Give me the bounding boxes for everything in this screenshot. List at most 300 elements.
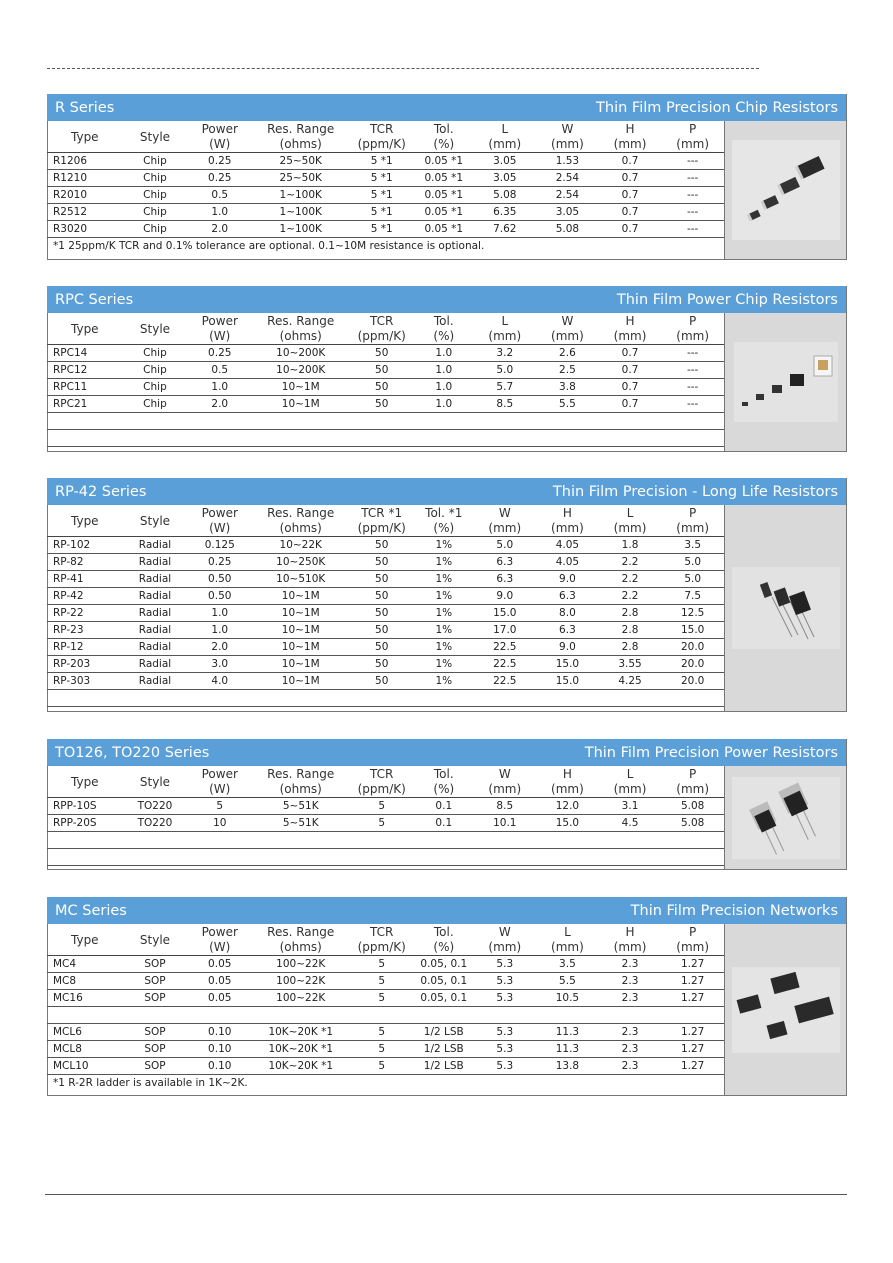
column-header-unit: (mm): [488, 329, 522, 343]
blank-cell: [47, 430, 724, 447]
table-cell: 11.3: [536, 1024, 599, 1041]
table-cell: 20.0: [661, 639, 724, 656]
section-header: [47, 94, 846, 121]
table-cell: 0.05 *1: [414, 221, 473, 238]
table-row: [47, 639, 724, 656]
product-photo: [724, 766, 846, 869]
table-cell: 0.05 *1: [414, 204, 473, 221]
column-header: [123, 121, 188, 153]
table-cell: 2.3: [599, 1041, 662, 1058]
table-cell: 4.05: [536, 554, 599, 571]
column-header-label: H: [625, 122, 635, 136]
blank-row: [47, 849, 724, 866]
column-header-unit: (ohms): [279, 521, 322, 535]
spec-table: [47, 505, 724, 707]
table-cell: 3.0: [187, 656, 252, 673]
product-photo: [724, 313, 846, 451]
table-cell: Radial: [123, 656, 188, 673]
table-cell: 0.10: [187, 1024, 252, 1041]
table-cell: 2.0: [187, 639, 252, 656]
table-cell: 4.0: [187, 673, 252, 690]
blank-cell: [47, 413, 724, 430]
table-cell: 4.05: [536, 537, 599, 554]
column-header-label: Power: [201, 122, 238, 136]
column-header: [187, 505, 252, 537]
table-cell: R1206: [47, 153, 123, 170]
table-cell: 1%: [414, 622, 473, 639]
table-cell: 7.62: [473, 221, 536, 238]
table-cell: Chip: [123, 170, 188, 187]
table-row: [47, 956, 724, 973]
table-cell: Radial: [123, 554, 188, 571]
column-header: [47, 505, 123, 537]
column-header-unit: (mm): [488, 782, 522, 796]
column-header: [599, 505, 662, 537]
column-header-label: L: [626, 506, 634, 520]
column-header: [187, 766, 252, 798]
column-header: [599, 313, 662, 345]
table-cell: 1.27: [661, 990, 724, 1007]
table-cell: Radial: [123, 605, 188, 622]
table-cell: 13.8: [536, 1058, 599, 1075]
column-header-label: H: [562, 506, 572, 520]
column-header-label: Tol.: [433, 925, 454, 939]
header-row: [47, 924, 724, 956]
table-cell: 1.53: [536, 153, 599, 170]
table-cell: RPP-10S: [47, 798, 123, 815]
column-header-unit: (mm): [551, 137, 584, 151]
table: [47, 505, 724, 707]
column-header: [536, 313, 599, 345]
table-row: [47, 673, 724, 690]
table-cell: 5.08: [661, 798, 724, 815]
column-header-label: Res. Range: [267, 925, 335, 939]
column-header-label: Style: [139, 322, 171, 336]
column-header-label: Style: [139, 514, 171, 528]
table-cell: 0.7: [599, 379, 662, 396]
table-cell: SOP: [123, 956, 188, 973]
blank-row: [47, 430, 724, 447]
table-cell: 25~50K: [252, 170, 349, 187]
table-cell: 5: [187, 798, 252, 815]
table-cell: 15.0: [536, 815, 599, 832]
column-header-unit: (ppm/K): [357, 137, 406, 151]
table-cell: Chip: [123, 221, 188, 238]
column-header-label: Type: [71, 130, 99, 144]
table-cell: 2.3: [599, 973, 662, 990]
column-header: [252, 121, 349, 153]
header-row: [47, 505, 724, 537]
table-cell: 3.5: [536, 956, 599, 973]
column-header-unit: (ohms): [279, 940, 322, 954]
table-cell: 5.0: [473, 362, 536, 379]
table-cell: RP-12: [47, 639, 123, 656]
table-cell: 5.0: [661, 554, 724, 571]
column-header-unit: (ohms): [279, 137, 322, 151]
table-cell: 2.5: [536, 362, 599, 379]
table-cell: 6.3: [473, 554, 536, 571]
column-header-label: TCR *1: [361, 506, 403, 520]
column-header-unit: (ppm/K): [357, 521, 406, 535]
table-cell: MC8: [47, 973, 123, 990]
table-cell: 10~510K: [252, 571, 349, 588]
column-header-unit: (ppm/K): [357, 329, 406, 343]
table-cell: MC4: [47, 956, 123, 973]
table-cell: 50: [349, 362, 414, 379]
column-header-label: P: [689, 925, 697, 939]
table-cell: RP-42: [47, 588, 123, 605]
column-header: [123, 505, 188, 537]
table-cell: RPC21: [47, 396, 123, 413]
table-cell: 15.0: [536, 673, 599, 690]
table-cell: 0.05 *1: [414, 187, 473, 204]
table-cell: 1.0: [187, 622, 252, 639]
column-header-label: Tol. *1: [425, 506, 463, 520]
table-cell: 8.0: [536, 605, 599, 622]
table-cell: 6.35: [473, 204, 536, 221]
table-row: [47, 345, 724, 362]
table-cell: 5.0: [661, 571, 724, 588]
table-cell: 10~1M: [252, 673, 349, 690]
table-cell: 2.54: [536, 170, 599, 187]
column-header-unit: (%): [433, 782, 455, 796]
column-header-label: P: [689, 122, 697, 136]
table-cell: 0.25: [187, 170, 252, 187]
table-cell: 2.2: [599, 571, 662, 588]
column-header-unit: (%): [433, 521, 455, 535]
column-header-unit: (mm): [676, 521, 710, 535]
table-cell: 0.10: [187, 1058, 252, 1075]
series-subtitle: Thin Film Precision Chip Resistors: [596, 99, 838, 116]
column-header-label: TCR: [370, 314, 394, 328]
column-header-label: Res. Range: [267, 767, 335, 781]
column-header-label: L: [564, 925, 571, 939]
table-row: [47, 221, 724, 238]
column-header: [599, 121, 662, 153]
table-cell: 11.3: [536, 1041, 599, 1058]
table-cell: 50: [349, 554, 414, 571]
column-header-label: Tol.: [433, 122, 454, 136]
top-dashed-rule: [47, 68, 759, 69]
column-header: [349, 505, 414, 537]
table-cell: 10~22K: [252, 537, 349, 554]
column-header-label: Tol.: [433, 314, 454, 328]
to220-series-section: [47, 739, 847, 870]
column-header-label: W: [498, 767, 511, 781]
column-header-unit: (mm): [488, 940, 522, 954]
table-cell: ---: [661, 170, 724, 187]
table-cell: MCL8: [47, 1041, 123, 1058]
column-header-unit: (%): [433, 137, 455, 151]
table-cell: 0.7: [599, 345, 662, 362]
table-cell: 100~22K: [252, 990, 349, 1007]
table-cell: MC16: [47, 990, 123, 1007]
table-cell: 10~200K: [252, 345, 349, 362]
table-cell: 5~51K: [252, 798, 349, 815]
column-header-unit: (%): [433, 329, 455, 343]
table-cell: 0.05 *1: [414, 170, 473, 187]
column-header-unit: (W): [209, 782, 231, 796]
table-cell: 1~100K: [252, 187, 349, 204]
table-cell: 1%: [414, 656, 473, 673]
column-header-unit: (W): [209, 521, 231, 535]
table-cell: R1210: [47, 170, 123, 187]
header-row: [47, 766, 724, 798]
column-header-unit: (W): [209, 137, 231, 151]
mc-series-section: [47, 897, 847, 1096]
column-header: [414, 924, 473, 956]
column-header: [414, 505, 473, 537]
table-cell: 10~200K: [252, 362, 349, 379]
column-header: [473, 924, 536, 956]
table-cell: 0.05, 0.1: [414, 956, 473, 973]
table-cell: Chip: [123, 345, 188, 362]
column-header-unit: (mm): [488, 137, 522, 151]
table-cell: 1/2 LSB: [414, 1041, 473, 1058]
table: [47, 924, 724, 1075]
chip-resistors-image: [732, 140, 840, 240]
table-cell: 50: [349, 622, 414, 639]
column-header-label: Tol.: [433, 767, 454, 781]
table-cell: 2.0: [187, 221, 252, 238]
column-header-unit: (mm): [551, 940, 584, 954]
table-row: [47, 1041, 724, 1058]
table-cell: 0.05: [187, 990, 252, 1007]
column-header-label: W: [498, 925, 511, 939]
table-row: [47, 622, 724, 639]
table-cell: 1/2 LSB: [414, 1024, 473, 1041]
series-subtitle: Thin Film Precision Networks: [630, 902, 838, 919]
table-cell: 1%: [414, 639, 473, 656]
table-row: [47, 1058, 724, 1075]
column-header-unit: (%): [433, 940, 455, 954]
table-cell: 6.3: [536, 588, 599, 605]
section-header: [47, 897, 846, 924]
table-cell: 1.0: [414, 362, 473, 379]
sop-networks-image: [732, 967, 840, 1053]
table-cell: RP-303: [47, 673, 123, 690]
table-cell: 0.7: [599, 204, 662, 221]
column-header-label: TCR: [370, 925, 394, 939]
column-header-label: Res. Range: [267, 314, 335, 328]
column-header-unit: (mm): [676, 329, 710, 343]
table-cell: RP-22: [47, 605, 123, 622]
table-cell: 5 *1: [349, 170, 414, 187]
column-header-unit: (W): [209, 940, 231, 954]
column-header-label: P: [689, 506, 697, 520]
table-row: [47, 973, 724, 990]
column-header-label: Power: [201, 767, 238, 781]
table-cell: 100~22K: [252, 956, 349, 973]
column-header-label: L: [501, 122, 509, 136]
table-cell: MCL6: [47, 1024, 123, 1041]
table-cell: 0.5: [187, 362, 252, 379]
table-row: [47, 588, 724, 605]
table-cell: 0.1: [414, 798, 473, 815]
table-row: [47, 153, 724, 170]
table-cell: ---: [661, 187, 724, 204]
column-header: [599, 924, 662, 956]
table-cell: 2.8: [599, 639, 662, 656]
column-header-label: Res. Range: [267, 122, 335, 136]
column-header-unit: (mm): [676, 137, 710, 151]
table-cell: 12.5: [661, 605, 724, 622]
product-photo: [724, 924, 846, 1095]
table-cell: 50: [349, 396, 414, 413]
table-cell: Chip: [123, 362, 188, 379]
table-cell: 5: [349, 990, 414, 1007]
column-header: [536, 766, 599, 798]
table-cell: SOP: [123, 973, 188, 990]
table-cell: RPC11: [47, 379, 123, 396]
bottom-rule: [45, 1194, 847, 1195]
column-header-label: Type: [71, 775, 99, 789]
column-header-unit: (ppm/K): [357, 940, 406, 954]
table: [47, 121, 724, 238]
column-header-label: Type: [71, 514, 99, 528]
table-cell: 5.3: [473, 973, 536, 990]
table-cell: 0.7: [599, 153, 662, 170]
table-cell: 22.5: [473, 656, 536, 673]
table-cell: TO220: [123, 815, 188, 832]
table-row: [47, 798, 724, 815]
column-header-unit: (mm): [676, 782, 710, 796]
column-header-label: W: [561, 314, 574, 328]
series-title: MC Series: [55, 902, 127, 919]
table-cell: 3.1: [599, 798, 662, 815]
table-row: [47, 396, 724, 413]
column-header: [473, 313, 536, 345]
column-header: [349, 924, 414, 956]
table-cell: 15.0: [536, 656, 599, 673]
table-cell: 0.7: [599, 362, 662, 379]
table-cell: 1%: [414, 605, 473, 622]
table-cell: 0.25: [187, 345, 252, 362]
column-header-unit: (mm): [551, 521, 584, 535]
blank-cell: [47, 690, 724, 707]
spacer-cell: [47, 1007, 724, 1024]
blank-cell: [47, 832, 724, 849]
column-header-label: Res. Range: [267, 506, 335, 520]
table-cell: 4.5: [599, 815, 662, 832]
column-header: [414, 766, 473, 798]
table-cell: 9.0: [536, 639, 599, 656]
table-cell: 0.1: [414, 815, 473, 832]
table-cell: Radial: [123, 622, 188, 639]
table-cell: 25~50K: [252, 153, 349, 170]
table-cell: RPC12: [47, 362, 123, 379]
table-cell: RPP-20S: [47, 815, 123, 832]
table-row: [47, 170, 724, 187]
column-header-label: Style: [139, 130, 171, 144]
rp42-series-section: [47, 478, 847, 712]
table-cell: 5.5: [536, 973, 599, 990]
table-cell: 50: [349, 571, 414, 588]
r-series-section: [47, 94, 847, 260]
table-cell: 1.27: [661, 956, 724, 973]
table-cell: 0.05: [187, 973, 252, 990]
table: [47, 313, 724, 447]
header-row: [47, 121, 724, 153]
table-cell: Radial: [123, 588, 188, 605]
table-cell: 10.1: [473, 815, 536, 832]
column-header-label: Power: [201, 506, 238, 520]
column-header: [536, 121, 599, 153]
column-header-unit: (mm): [613, 521, 647, 535]
column-header: [536, 505, 599, 537]
table-cell: Chip: [123, 187, 188, 204]
section-header: [47, 478, 846, 505]
table-cell: 0.05, 0.1: [414, 990, 473, 1007]
series-title: R Series: [55, 99, 115, 116]
spec-table: [47, 766, 724, 866]
table-cell: 10K~20K *1: [252, 1058, 349, 1075]
table-cell: 17.0: [473, 622, 536, 639]
table-cell: 1.27: [661, 1024, 724, 1041]
column-header: [536, 924, 599, 956]
column-header: [252, 766, 349, 798]
blank-cell: [47, 849, 724, 866]
column-header-unit: (ohms): [279, 329, 322, 343]
column-header: [47, 313, 123, 345]
table-cell: 3.8: [536, 379, 599, 396]
column-header: [661, 924, 724, 956]
column-header-label: P: [689, 767, 697, 781]
blank-row: [47, 413, 724, 430]
table-cell: 5.3: [473, 956, 536, 973]
column-header-unit: (mm): [551, 329, 584, 343]
rpc-series-section: [47, 286, 847, 452]
table-cell: ---: [661, 204, 724, 221]
table-cell: 1.0: [414, 379, 473, 396]
table-cell: 9.0: [473, 588, 536, 605]
table-cell: Chip: [123, 153, 188, 170]
header-row: [47, 313, 724, 345]
table-row: [47, 537, 724, 554]
column-header-label: Power: [201, 925, 238, 939]
footnote: *1 25ppm/K TCR and 0.1% tolerance are optional. 0.1~10M resistance is optional.: [53, 240, 485, 252]
column-header: [187, 121, 252, 153]
table-cell: 3.55: [599, 656, 662, 673]
series-title: RPC Series: [55, 291, 134, 308]
table-cell: 1.0: [187, 379, 252, 396]
column-header-unit: (mm): [613, 329, 647, 343]
table-cell: 5: [349, 815, 414, 832]
column-header: [47, 766, 123, 798]
table-cell: 50: [349, 605, 414, 622]
table-cell: 0.7: [599, 221, 662, 238]
table-cell: 15.0: [661, 622, 724, 639]
table-cell: 10~1M: [252, 622, 349, 639]
table-cell: 2.3: [599, 990, 662, 1007]
table-cell: 50: [349, 345, 414, 362]
column-header: [252, 505, 349, 537]
table-cell: 20.0: [661, 656, 724, 673]
series-title: RP-42 Series: [55, 483, 147, 500]
table-cell: 8.5: [473, 798, 536, 815]
table-row: [47, 362, 724, 379]
table-cell: 5: [349, 973, 414, 990]
column-header: [414, 313, 473, 345]
table-cell: 10~1M: [252, 396, 349, 413]
column-header: [47, 924, 123, 956]
table-cell: 2.3: [599, 1058, 662, 1075]
column-header-label: Type: [71, 933, 99, 947]
table-cell: 5 *1: [349, 187, 414, 204]
table-cell: 0.5: [187, 187, 252, 204]
table-cell: 3.05: [473, 153, 536, 170]
table-cell: 5: [349, 956, 414, 973]
